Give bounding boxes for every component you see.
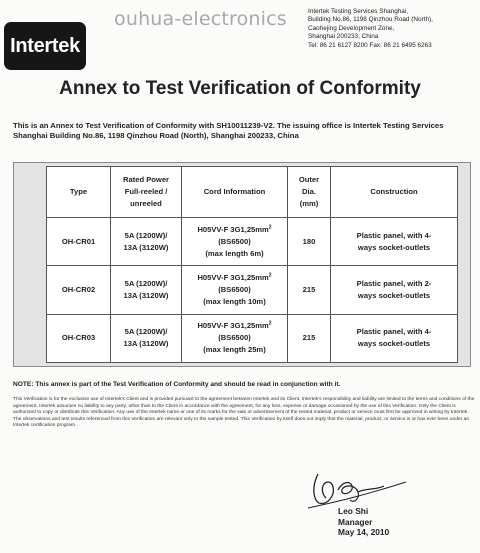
header-outer-diameter: Outer Dia. (mm) <box>288 167 331 218</box>
cell-construction: Plastic panel, with 4- ways socket-outlets <box>331 218 458 266</box>
cell-rated-power: 5A (1200W)/ 13A (3120W) <box>111 314 182 362</box>
address-line: Tel: 86 21 6127 8200 Fax: 86 21 6495 6263 <box>308 41 432 49</box>
cell-cord-information: H05VV-F $3G1,25mm^2$ (BS6500) (max length 6m) <box>182 218 288 266</box>
address-line: Intertek Testing Services Shanghai, <box>308 8 409 15</box>
cell-cord-information: H05VV-F $3G1,25mm^2$ (BS6500) (max length 25m) <box>182 314 288 362</box>
signatory-name: Leo Shi <box>338 506 369 516</box>
header-construction: Construction <box>331 167 458 218</box>
address-line: Caohejing Development Zone, <box>308 24 395 32</box>
office-address <box>308 8 433 50</box>
watermark-text: ouhua-electronics <box>114 8 287 30</box>
cell-cord-information: H05VV-F $3G1,25mm^2$ (BS6500) (max length 10m) <box>182 266 288 314</box>
intertek-logo <box>4 22 86 70</box>
intro-paragraph: This is an Annex to Test Verification of Conformity with SH10011239-V2. The issuing office is Intertek Testing Services Shanghai Building No.86, 1198 Qinzhou Road (North), Shanghai 200233, China <box>13 121 444 141</box>
cell-rated-power: 5A (1200W)/ 13A (3120W) <box>111 266 182 314</box>
table-header-row <box>47 167 458 218</box>
cell-construction: Plastic panel, with 2- ways socket-outlets <box>331 266 458 314</box>
table-row <box>47 314 458 362</box>
table-row <box>47 218 458 266</box>
address-line: Building No.86, 1198 Qinzhou Road (North), <box>308 16 433 24</box>
table-row <box>47 266 458 314</box>
cell-type: OH-CR02 <box>47 266 111 314</box>
cell-rated-power: 5A (1200W)/ 13A (3120W) <box>111 218 182 266</box>
header-type: Type <box>47 167 111 218</box>
cell-outer-diameter: 215 <box>288 314 331 362</box>
header-cord-information: Cord Information <box>182 167 288 218</box>
specification-table <box>46 166 458 363</box>
cell-construction: Plastic panel, with 4- ways socket-outlets <box>331 314 458 362</box>
logo-text: Intertek <box>10 34 80 57</box>
cell-outer-diameter: 180 <box>288 218 331 266</box>
header-rated-power: Rated Power Full-reeled / unreeled <box>111 167 182 218</box>
signatory-role: Manager <box>338 516 373 527</box>
signatory-date: May 14, 2010 <box>338 527 390 538</box>
disclaimer-text: This Verification is for the exclusive use of Intertek's Client and is provided pursuant to the agreement between Intertek and its Client. Intertek's responsibility and liability are limited to the terms and conditions of the agreement. Intertek assumes no liability to any party, other than to the Client in accordance with the agreement, for any loss, expense or damage occasioned by the use of this Verification. Only the Client is authorized to copy or distribute this Verification. Any use of the Intertek name or one of its marks for the sale or advertisement of the tested material, product or service must first be approved in writing by Intertek. The observations and test results referenced from this Verification are relevant only to the sample tested. This Verification by itself does not imply that the material, product, or service is or has ever been under an Intertek certification program. <box>13 397 475 429</box>
cell-type: OH-CR03 <box>47 314 111 362</box>
cell-outer-diameter: 215 <box>288 266 331 314</box>
address-line: Shanghai 200233, China <box>308 33 379 41</box>
signatory-block <box>338 506 389 538</box>
cell-type: OH-CR01 <box>47 218 111 266</box>
document-title: Annex to Test Verification of Conformity <box>59 78 421 99</box>
annex-note: NOTE: This annex is part of the Test Verification of Conformity and should be read in conjunction with it. <box>13 381 341 388</box>
